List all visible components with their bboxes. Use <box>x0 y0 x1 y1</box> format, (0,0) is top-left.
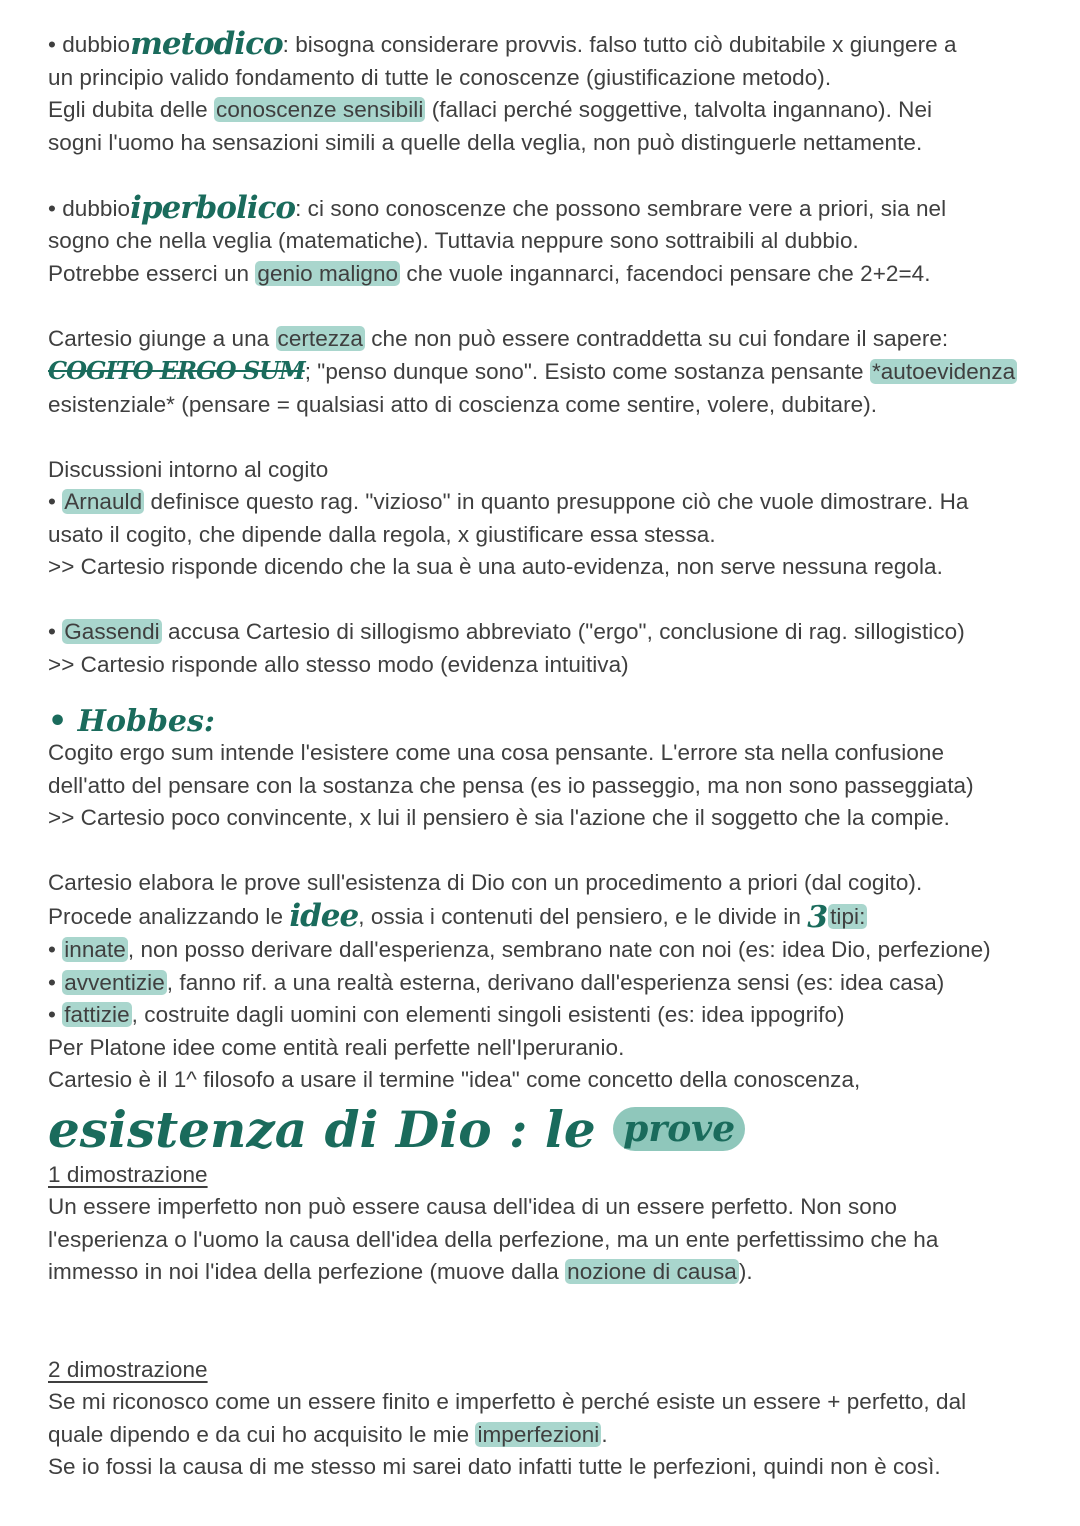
highlight-certezza: certezza <box>277 325 363 351</box>
d1-line1: Un essere imperfetto non può essere causa dell'idea di un essere perfetto. Non sono <box>48 1194 897 1219</box>
p4-line2: usato il cogito, che dipende dalla regola, x giustificare essa stessa. <box>48 521 716 547</box>
bullet-text: • dubbio <box>48 195 131 221</box>
text: . <box>601 1421 608 1447</box>
text: : ci sono conoscenze che possono sembrare vere a priori, sia nel <box>295 195 947 221</box>
bullet-dot: • <box>48 937 63 962</box>
text: Egli dubita delle <box>48 97 215 122</box>
section-badge-prove: prove <box>613 1107 745 1151</box>
p4-line1 <box>48 486 1048 519</box>
d2-title: 2 dimostrazione <box>48 1356 208 1382</box>
highlight-conoscenze-sensibili: conoscenze sensibili <box>216 97 424 122</box>
handwritten-idee: idee <box>289 897 359 934</box>
text: ; "penso dunque sono". Esisto come sostanza pensante <box>304 359 870 384</box>
text: : bisogna considerare provvis. falso tutto ciò dubitabile x giungere a <box>282 32 957 57</box>
p4-title: Discussioni intorno al cogito <box>48 456 329 482</box>
section-title-text: esistenza di Dio : le <box>48 1099 596 1159</box>
d1-title: 1 dimostrazione <box>48 1161 208 1187</box>
p7-item-avventizie <box>48 967 1048 1000</box>
text: che vuole ingannarci, facendoci pensare che 2+2=4. <box>400 260 931 286</box>
text: , non posso derivare dall'esperienza, sembrano nate con noi (es: idea Dio, perfezione) <box>127 937 991 962</box>
p7-item-fattizie <box>48 999 1048 1032</box>
handwritten-hobbes: • Hobbes: <box>48 704 215 739</box>
highlight-nozione-di-causa: nozione di causa <box>567 1259 737 1284</box>
p7-item-innate <box>48 934 1048 967</box>
text: , costruite dagli uomini con elementi singoli esistenti (es: idea ippogrifo) <box>131 1002 845 1027</box>
d2-line1: Se mi riconosco come un essere finito e imperfetto è perché esiste un essere + perfetto, dal <box>48 1389 967 1414</box>
p7-line1: Cartesio elabora le prove sull'esistenza di Dio con un procedimento a priori (dal cogito). <box>48 870 923 895</box>
section-title <box>48 1101 1048 1159</box>
p7-line2 <box>48 897 1048 935</box>
p6-line2: dell'atto del pensare con la sostanza che pensa (es io passeggio, ma non sono passeggiata) <box>48 772 974 798</box>
text: accusa Cartesio di sillogismo abbreviato ("ergo", conclusione di rag. sillogistico) <box>161 619 965 644</box>
notes-page <box>48 28 1048 1484</box>
p3-line2 <box>48 355 1048 389</box>
text: (fallaci perché soggettive, talvolta ingannano). Nei <box>425 97 933 122</box>
text: Cartesio giunge a una <box>48 325 276 351</box>
highlight-innate: innate <box>64 937 126 962</box>
p4-line3: >> Cartesio risponde dicendo che la sua è una auto-evidenza, non serve nessuna regola. <box>48 554 943 579</box>
text: definisce questo rag. "vizioso" in quanto presuppone ciò che vuole dimostrare. Ha <box>144 489 969 514</box>
p6-line1: Cogito ergo sum intende l'esistere come una cosa pensante. L'errore sta nella confusione <box>48 740 945 765</box>
p7-line7: Cartesio è il 1^ filosofo a usare il termine "idea" come concetto della conoscenza, <box>48 1067 861 1092</box>
highlight-imperfezioni: imperfezioni <box>477 1421 600 1447</box>
text: , fanno rif. a una realtà esterna, derivano dall'esperienza sensi (es: idea casa) <box>166 969 945 995</box>
highlight-tipi: tipi: <box>830 903 866 929</box>
p1-line4: sogni l'uomo ha sensazioni simili a quelle della veglia, non può distinguerle nettamente. <box>48 129 923 155</box>
text: ). <box>738 1259 753 1284</box>
p1-line1 <box>48 28 1048 62</box>
highlight-arnauld: Arnauld <box>64 489 143 514</box>
text: Procede analizzando le <box>48 903 290 929</box>
p3-line3: esistenziale* (pensare = qualsiasi atto di coscienza come sentire, volere, dubitare). <box>48 391 878 417</box>
d1-line3 <box>48 1256 1048 1289</box>
handwritten-metodico: metodico <box>130 26 283 62</box>
d2-line3: Se io fossi la causa di me stesso mi sarei dato infatti tutte le perfezioni, quindi non è così. <box>48 1454 941 1479</box>
handwritten-cogito-ergo-sum: COGITO ERGO SUM <box>48 356 305 385</box>
highlight-fattizie: fattizie <box>64 1002 130 1027</box>
bullet-text: • dubbio <box>48 32 131 57</box>
bullet-dot: • <box>48 1002 63 1027</box>
d1-line2: l'esperienza o l'uomo la causa dell'idea della perfezione, ma un ente perfettissimo che ha <box>48 1226 939 1252</box>
text: quale dipendo e da cui ho acquisito le mie <box>48 1421 476 1447</box>
highlight-autoevidenza: *autoevidenza <box>871 359 1016 384</box>
d2-line2 <box>48 1419 1048 1452</box>
p5-line2: >> Cartesio risponde allo stesso modo (evidenza intuitiva) <box>48 651 629 677</box>
text: che non può essere contraddetta su cui fondare il sapere: <box>364 325 949 351</box>
p2-line3 <box>48 258 1048 291</box>
p3-line1 <box>48 323 1048 356</box>
text: Potrebbe esserci un <box>48 260 256 286</box>
text: immesso in noi l'idea della perfezione (muove dalla <box>48 1259 566 1284</box>
p1-line2: un principio valido fondamento di tutte le conoscenze (giustificazione metodo). <box>48 64 832 90</box>
p2-line2: sogno che nella veglia (matematiche). Tuttavia neppure sono sottraibili al dubbio. <box>48 228 859 253</box>
p7-line6: Per Platone idee come entità reali perfette nell'Iperuranio. <box>48 1034 625 1060</box>
bullet-text: • <box>48 619 63 644</box>
p6-line3: >> Cartesio poco convincente, x lui il pensiero è sia l'azione che il soggetto che la compie. <box>48 805 950 830</box>
handwritten-iperbolico: iperbolico <box>130 189 296 226</box>
text: , ossia i contenuti del pensiero, e le divide in <box>358 903 808 929</box>
bullet-dot: • <box>48 969 63 995</box>
handwritten-three: 3 <box>807 899 829 935</box>
p5-line1 <box>48 616 1048 649</box>
highlight-gassendi: Gassendi <box>64 619 160 644</box>
bullet-text: • <box>48 489 63 514</box>
highlight-avventizie: avventizie <box>64 969 165 995</box>
highlight-genio-maligno: genio maligno <box>257 260 399 286</box>
p1-line3 <box>48 94 1048 127</box>
p2-line1 <box>48 189 1048 226</box>
